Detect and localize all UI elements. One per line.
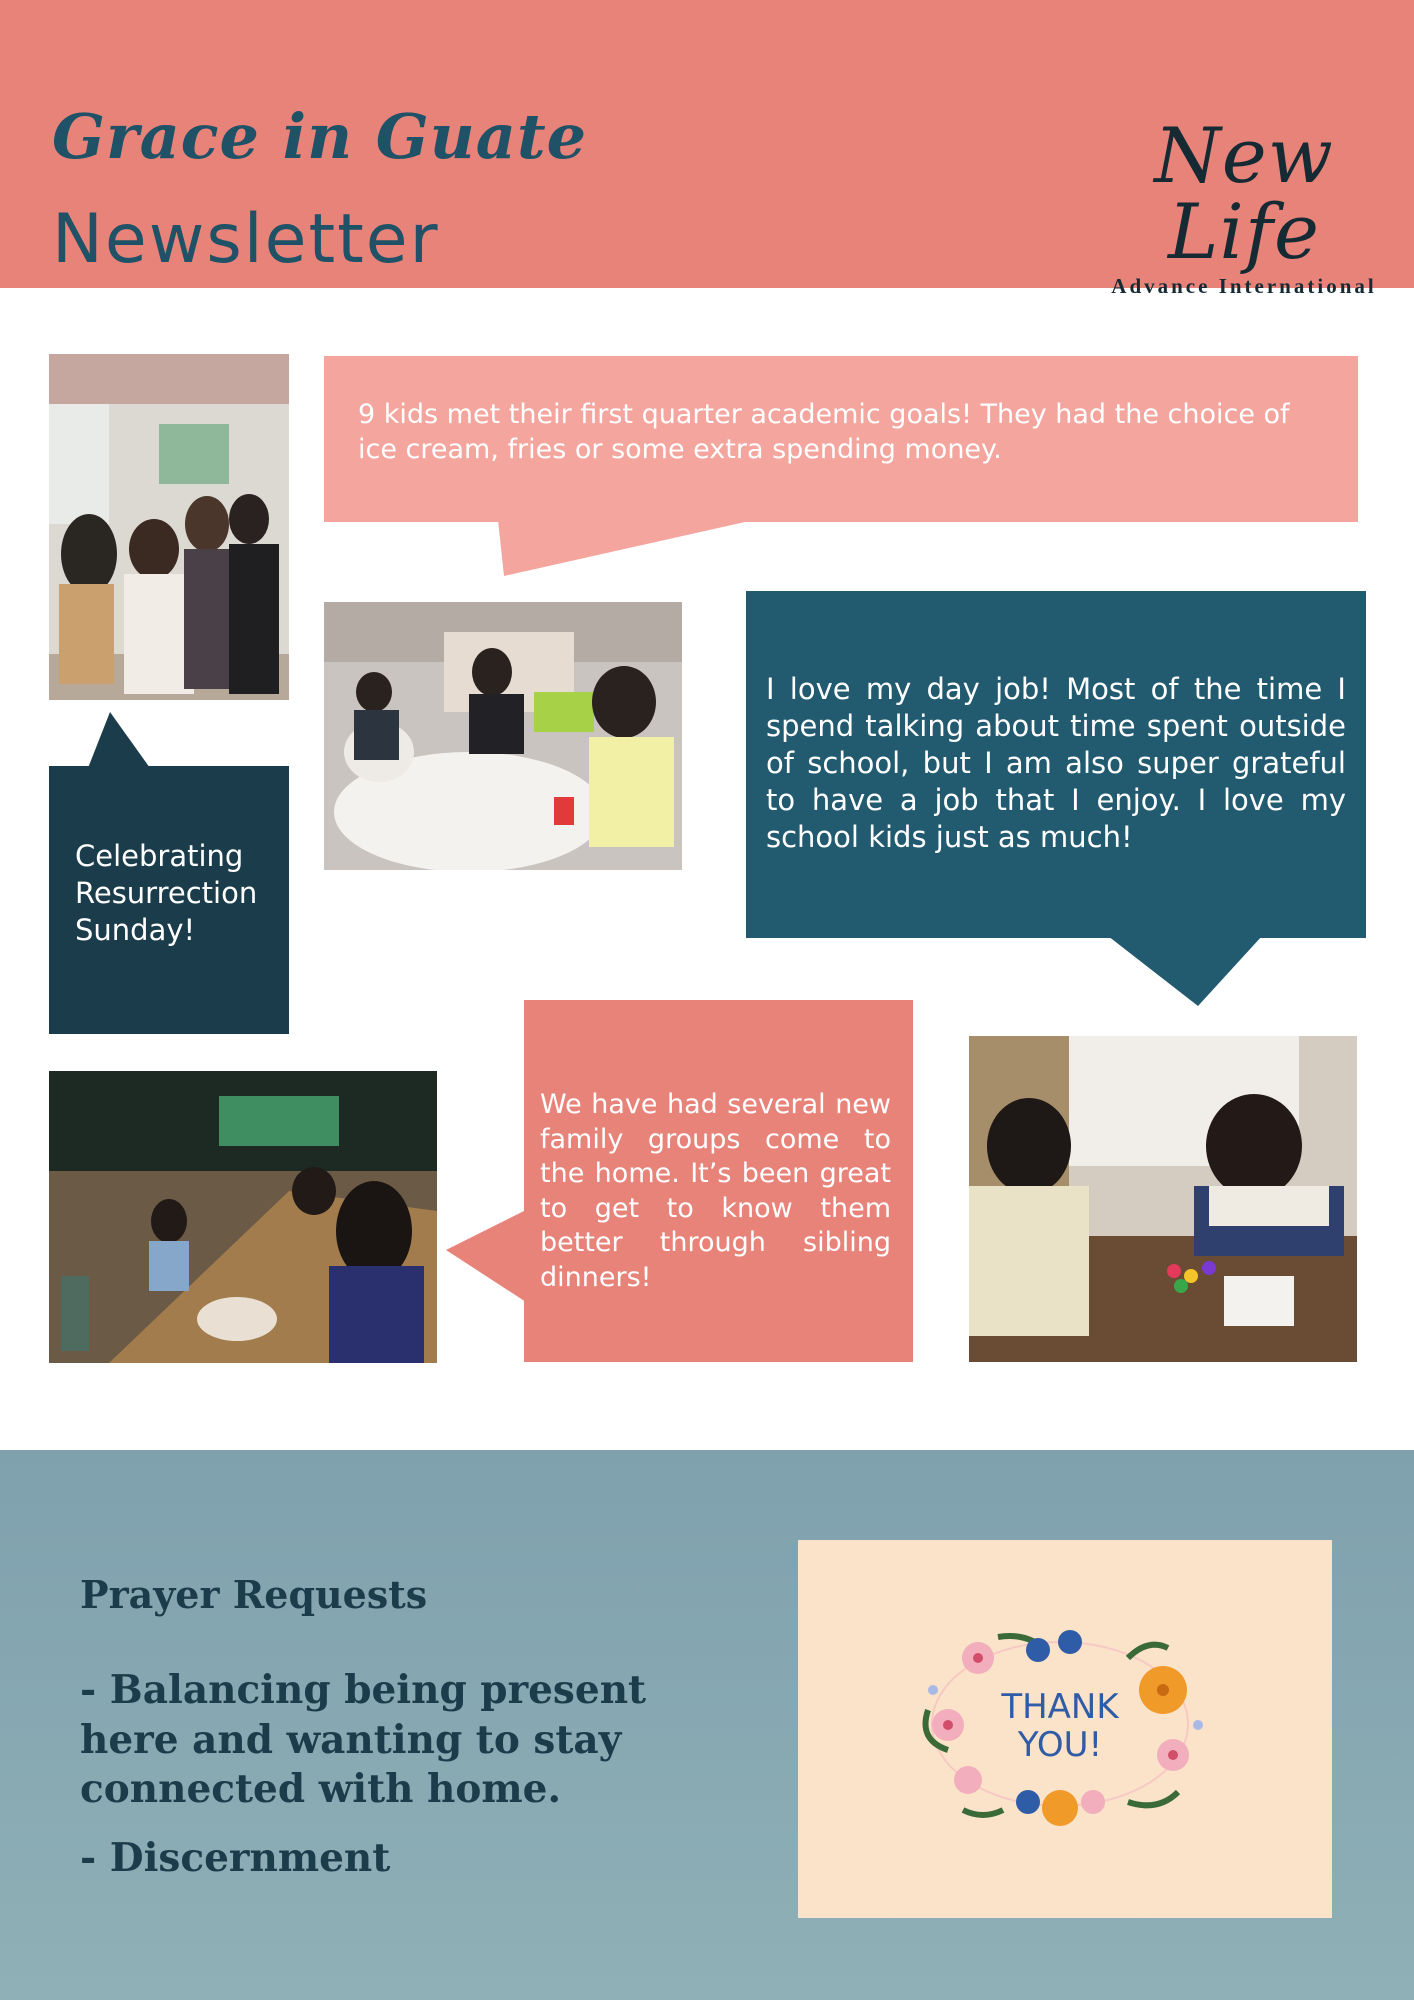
photo-classroom [969, 1036, 1357, 1362]
prayer-requests-heading: Prayer Requests [80, 1572, 428, 1617]
bubble-tail [324, 520, 764, 576]
flower-wreath-icon [798, 1540, 1332, 1918]
prayer-request-item: - Discernment [80, 1835, 391, 1881]
day-job-bubble [746, 591, 1366, 938]
brand-subtitle: Advance International [1111, 274, 1377, 298]
family-groups-bubble [524, 1000, 913, 1362]
photo-sibling-dinner [49, 1071, 437, 1363]
thank-you-line1: THANK [1001, 1687, 1119, 1727]
prayer-request-item: - Balancing being present here and wanting to stay connected with home. [80, 1667, 647, 1813]
thank-you-card [798, 1540, 1332, 1918]
resurrection-sunday-text: Celebrating Resurrection Sunday! [75, 839, 258, 948]
family-groups-text: We have had several new family groups come to the home. It’s been great to get to know them better through sibling dinners! [540, 1089, 891, 1293]
photo-church-group [49, 354, 289, 700]
academic-goals-bubble [324, 356, 1358, 522]
academic-goals-text: 9 kids met their first quarter academic goals! They had the choice of ice cream, fries or some extra spending money. [358, 399, 1290, 465]
thank-you-line2: YOU! [1017, 1725, 1103, 1765]
resurrection-sunday-bubble [49, 766, 289, 1034]
bubble-tail [446, 1210, 530, 1302]
script-title: Grace in Guate [52, 100, 588, 173]
brand-name: New Life [1154, 111, 1334, 276]
page-title: Newsletter [52, 200, 440, 279]
brand-logo [1084, 111, 1404, 299]
bubble-tail [1100, 936, 1266, 1008]
bubble-tail [80, 712, 152, 768]
day-job-text: I love my day job! Most of the time I spend talking about time spent outside of school, but I am also super grateful to have a job that I enjoy. I love my school kids just as much! [766, 672, 1346, 855]
photo-ice-cream [324, 602, 682, 870]
